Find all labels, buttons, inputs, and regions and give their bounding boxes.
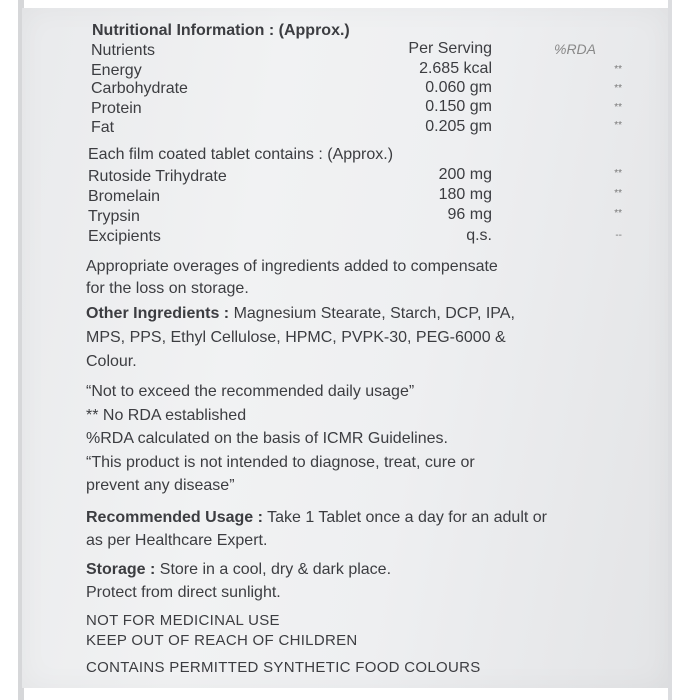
warning-line: CONTAINS PERMITTED SYNTHETIC FOOD COLOURS bbox=[86, 659, 481, 676]
overages-text bbox=[86, 256, 498, 299]
ingredient-value: q.s. bbox=[466, 227, 492, 244]
nutrition-title: Nutritional Information : (Approx.) bbox=[92, 22, 350, 39]
warning-line: KEEP OUT OF REACH OF CHILDREN bbox=[86, 632, 358, 649]
ingredient-name: Trypsin bbox=[88, 208, 140, 225]
per-serving-header: Per Serving bbox=[408, 40, 492, 57]
label-panel bbox=[22, 8, 668, 688]
usage-label: Recommended Usage : bbox=[86, 509, 263, 526]
nutrient-value: 2.685 kcal bbox=[419, 60, 492, 77]
overages-line: Appropriate overages of ingredients added to compensate bbox=[86, 258, 498, 275]
storage-line: Store in a cool, dry & dark place. bbox=[155, 561, 392, 578]
usage-line: Take 1 Tablet once a day for an adult or bbox=[262, 509, 547, 526]
note-line: prevent any disease” bbox=[86, 477, 235, 494]
ingredient-value: 200 mg bbox=[438, 166, 492, 183]
note-line: “This product is not intended to diagnose, treat, cure or bbox=[86, 453, 475, 471]
composition-title: Each film coated tablet contains : (Approx.) bbox=[88, 146, 394, 163]
usage-line: as per Healthcare Expert. bbox=[86, 532, 268, 549]
notes bbox=[86, 380, 475, 498]
nutrient-name: Carbohydrate bbox=[91, 80, 188, 97]
ingredient-rda: ** bbox=[614, 208, 622, 219]
warnings bbox=[86, 611, 358, 651]
other-ingredients-line: Magnesium Stearate, Starch, DCP, IPA, bbox=[229, 305, 515, 322]
note-line: %RDA calculated on the basis of ICMR Guidelines. bbox=[86, 430, 448, 447]
nutrient-name: Protein bbox=[91, 100, 142, 117]
ingredient-name: Rutoside Trihydrate bbox=[88, 168, 227, 185]
warning-line: NOT FOR MEDICINAL USE bbox=[86, 612, 280, 629]
storage-label: Storage : bbox=[86, 561, 156, 578]
nutrients-header: Nutrients bbox=[91, 42, 156, 59]
ingredient-value: 96 mg bbox=[447, 206, 492, 223]
note-line: ** No RDA established bbox=[86, 406, 247, 424]
nutrient-value: 0.205 gm bbox=[425, 118, 492, 135]
ingredient-rda: -- bbox=[615, 230, 622, 241]
ingredient-rda: ** bbox=[614, 168, 622, 179]
nutrient-rda: ** bbox=[614, 64, 622, 75]
nutrient-value: 0.150 gm bbox=[425, 98, 492, 115]
nutrient-value: 0.060 gm bbox=[425, 79, 492, 96]
rda-header: %RDA bbox=[554, 41, 597, 57]
ingredient-name: Excipients bbox=[88, 228, 161, 245]
recommended-usage bbox=[86, 506, 547, 552]
storage-line: Protect from direct sunlight. bbox=[86, 584, 281, 601]
other-ingredients-label: Other Ingredients : bbox=[86, 305, 230, 322]
overages-line: for the loss on storage. bbox=[86, 279, 249, 297]
ingredient-value: 180 mg bbox=[438, 186, 492, 203]
nutrient-rda: ** bbox=[614, 83, 622, 94]
ingredient-name: Bromelain bbox=[88, 188, 161, 205]
nutrient-name: Energy bbox=[91, 62, 142, 79]
nutrient-rda: ** bbox=[614, 102, 622, 113]
package-edge-right bbox=[668, 0, 672, 700]
nutrient-name: Fat bbox=[91, 119, 115, 136]
storage bbox=[86, 558, 391, 604]
note-line: “Not to exceed the recommended daily usage” bbox=[86, 383, 415, 400]
nutrient-rda: ** bbox=[614, 120, 622, 131]
ingredient-rda: ** bbox=[614, 188, 622, 199]
other-ingredients-line: MPS, PPS, Ethyl Cellulose, HPMC, PVPK-30, PEG-6000 & bbox=[86, 329, 506, 346]
other-ingredients bbox=[86, 302, 515, 374]
other-ingredients-line: Colour. bbox=[86, 353, 137, 370]
